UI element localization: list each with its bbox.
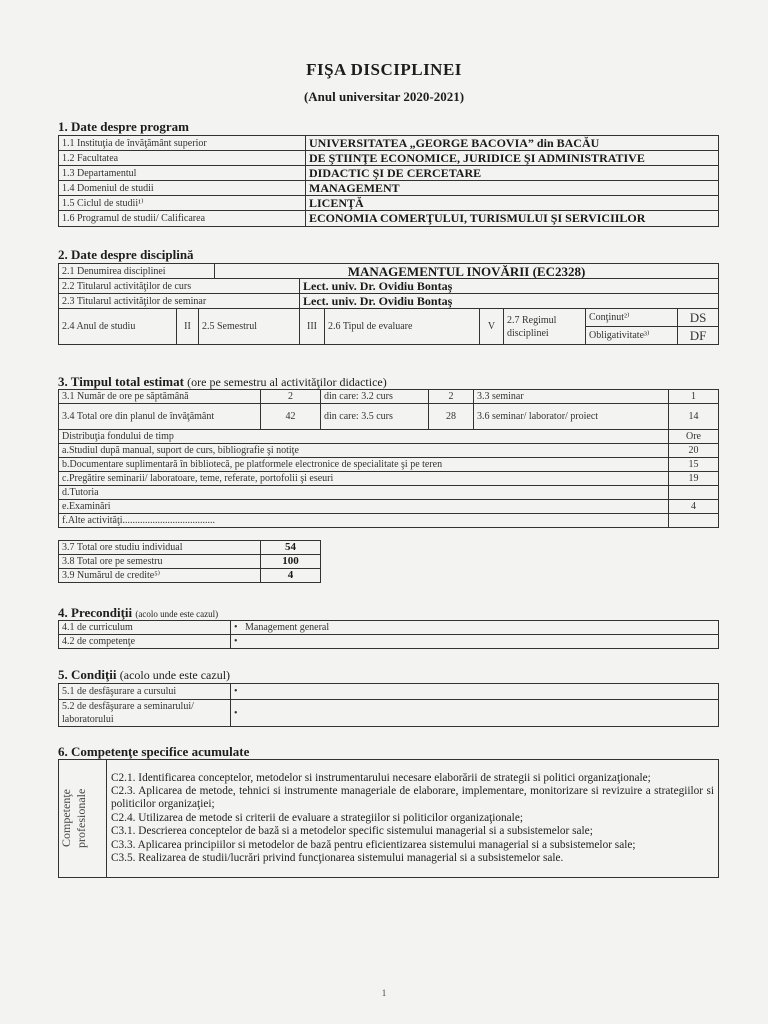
section-2-heading: 2. Date despre disciplină — [58, 247, 194, 262]
mandatory-label: Obligativitate³⁾ — [586, 327, 678, 345]
table-row — [59, 309, 719, 327]
semester-value: III — [300, 309, 325, 345]
list-item: C2.4. Utilizarea de metode si criterii de evaluare a strategiilor si politicilor organizaţionale; — [111, 811, 523, 824]
mandatory-value: DF — [678, 327, 719, 345]
preconditions-table — [58, 620, 719, 649]
row-label: 4.2 de competenţe — [59, 635, 231, 649]
competences-table — [58, 759, 719, 878]
content-value: DS — [678, 309, 719, 327]
row-value: DIDACTIC ŞI DE CERCETARE — [306, 166, 719, 181]
table-row — [59, 196, 719, 211]
table-row — [59, 166, 719, 181]
row-value — [669, 514, 719, 528]
row-value: MANAGEMENT — [306, 181, 719, 196]
row-value: 19 — [669, 472, 719, 486]
list-item: C3.5. Realizarea de studii/lucrări privind funcţionarea sistemului managerial si a subsistemelor sale. — [111, 852, 564, 865]
section-3-heading: 3. Timpul total estimat (ore pe semestru al activităţilor didactice) — [58, 374, 387, 389]
row-label: f.Alte activităţi..................................... — [59, 514, 669, 528]
table-row — [59, 684, 719, 700]
table-row — [59, 635, 719, 649]
conditions-table — [58, 683, 719, 727]
course-holder-label: 2.2 Titularul activităţilor de curs — [59, 279, 300, 294]
distribution-label: Distribuţia fondului de timp — [59, 430, 669, 444]
row-value — [669, 486, 719, 500]
row-label: 1.3 Departamentul — [59, 166, 306, 181]
study-year-label: 2.4 Anul de studiu — [59, 309, 177, 345]
section-5-heading: 5. Condiţii (acolo unde este cazul) — [58, 667, 231, 682]
row-label: 1.5 Ciclul de studii¹⁾ — [59, 196, 306, 211]
table-row — [59, 760, 719, 878]
row-label: 4.1 de curriculum — [59, 621, 231, 635]
row-value: 15 — [669, 458, 719, 472]
row-value: 1 — [669, 390, 719, 404]
table-row — [59, 700, 719, 727]
row-label: c.Pregătire seminarii/ laboratoare, teme, referate, portofolii şi eseuri — [59, 472, 669, 486]
row-label: 3.4 Total ore din planul de învăţământ — [59, 404, 261, 430]
evaluation-label: 2.6 Tipul de evaluare — [325, 309, 480, 345]
seminar-holder-label: 2.3 Titularul activităţilor de seminar — [59, 294, 300, 309]
list-item: C3.1. Descrierea conceptelor de bază si a metodelor specific sistemului managerial si a subsistemelor sale; — [111, 825, 593, 838]
row-label: e.Examinări — [59, 500, 669, 514]
table-row — [59, 444, 719, 458]
row-label: 1.6 Programul de studii/ Calificarea — [59, 211, 306, 227]
list-item: C2.3. Aplicarea de metode, tehnici si instrumente manageriale de elaborare, implementare, monitorizare si revizuire a strategiilor si politicilor organizaţiei; — [111, 784, 714, 811]
competences-side-label: Competenţe profesionale — [59, 788, 88, 849]
program-table — [58, 135, 719, 227]
table-row — [59, 294, 719, 309]
row-value: 2 — [261, 390, 321, 404]
row-value: DE ŞTIINŢE ECONOMICE, JURIDICE ŞI ADMINISTRATIVE — [306, 151, 719, 166]
table-row — [59, 541, 321, 555]
course-holder: Lect. univ. Dr. Ovidiu Bontaş — [300, 279, 719, 294]
row-value: 4 — [669, 500, 719, 514]
table-row — [59, 279, 719, 294]
regime-label: 2.7 Regimul disciplinei — [504, 309, 586, 345]
row-value: 14 — [669, 404, 719, 430]
table-row — [59, 430, 719, 444]
row-label: 3.7 Total ore studiu individual — [59, 541, 261, 555]
row-value: 20 — [669, 444, 719, 458]
row-label: 5.1 de desfăşurare a cursului — [59, 684, 231, 700]
table-row — [59, 458, 719, 472]
row-label: 3.9 Numărul de credite⁵⁾ — [59, 569, 261, 583]
document-title: FIŞA DISCIPLINEI — [306, 60, 462, 79]
section-1-heading: 1. Date despre program — [58, 119, 189, 134]
competences-side-cell — [59, 760, 107, 878]
row-label: d.Tutoria — [59, 486, 669, 500]
row-label: 3.3 seminar — [474, 390, 669, 404]
table-row — [59, 500, 719, 514]
section-6-heading: 6. Competenţe specifice acumulate — [58, 744, 250, 759]
discipline-table — [58, 263, 719, 345]
table-row — [59, 136, 719, 151]
row-value: • — [231, 684, 719, 700]
list-item: C3.3. Aplicarea principiilor si metodelor de bază pentru eficientizarea sistemului managerial si a subsistemelor sale; — [111, 838, 636, 851]
row-value: UNIVERSITATEA „GEORGE BACOVIA” din BACĂU — [306, 136, 719, 151]
semester-label: 2.5 Semestrul — [199, 309, 300, 345]
totals-table — [58, 540, 321, 583]
discipline-name: MANAGEMENTUL INOVĂRII (EC2328) — [215, 264, 719, 279]
distribution-unit: Ore — [669, 430, 719, 444]
page-number: 1 — [381, 988, 387, 998]
academic-year: (Anul universitar 2020-2021) — [303, 89, 465, 104]
row-label: 3.6 seminar/ laborator/ proiect — [474, 404, 669, 430]
row-value: • — [231, 700, 719, 727]
table-row — [59, 151, 719, 166]
row-value: 100 — [261, 555, 321, 569]
list-item: C2.1. Identificarea conceptelor, metodelor si instrumentarului necesare elaborării de strategii si politici organizaţionale; — [111, 771, 651, 784]
row-label: b.Documentare suplimentară în bibliotecă, pe platformele electronice de specialitate şi pe teren — [59, 458, 669, 472]
content-label: Conţinut²⁾ — [586, 309, 678, 327]
table-row — [59, 404, 719, 430]
row-value: 42 — [261, 404, 321, 430]
discipline-name-label: 2.1 Denumirea disciplinei — [59, 264, 215, 279]
table-row — [59, 390, 719, 404]
row-label: din care: 3.2 curs — [321, 390, 429, 404]
row-label: 1.4 Domeniul de studii — [59, 181, 306, 196]
evaluation-value: V — [480, 309, 504, 345]
table-row — [59, 514, 719, 528]
table-row — [59, 472, 719, 486]
row-value: LICENŢĂ — [306, 196, 719, 211]
table-row — [59, 621, 719, 635]
table-row — [59, 555, 321, 569]
time-table — [58, 389, 719, 528]
row-label: 3.8 Total ore pe semestru — [59, 555, 261, 569]
table-row — [59, 486, 719, 500]
table-row — [59, 264, 719, 279]
row-value: 4 — [261, 569, 321, 583]
table-row — [59, 181, 719, 196]
section-4-heading: 4. Precondiţii (acolo unde este cazul) — [58, 605, 219, 620]
table-row — [59, 211, 719, 227]
row-value: 2 — [429, 390, 474, 404]
row-value: • Management general — [231, 621, 719, 635]
row-label: 3.1 Număr de ore pe săptămână — [59, 390, 261, 404]
row-label: 1.2 Facultatea — [59, 151, 306, 166]
study-year-value: II — [177, 309, 199, 345]
row-label: a.Studiul după manual, suport de curs, bibliografie şi notiţe — [59, 444, 669, 458]
row-value: • — [231, 635, 719, 649]
row-label: din care: 3.5 curs — [321, 404, 429, 430]
row-value: 54 — [261, 541, 321, 555]
row-value: 28 — [429, 404, 474, 430]
competences-list — [107, 760, 719, 878]
row-value: ECONOMIA COMERŢULUI, TURISMULUI ŞI SERVICIILOR — [306, 211, 719, 227]
row-label: 1.1 Instituţia de învăţământ superior — [59, 136, 306, 151]
row-label: 5.2 de desfăşurare a seminarului/ laboratorului — [59, 700, 231, 727]
seminar-holder: Lect. univ. Dr. Ovidiu Bontaş — [300, 294, 719, 309]
table-row — [59, 569, 321, 583]
